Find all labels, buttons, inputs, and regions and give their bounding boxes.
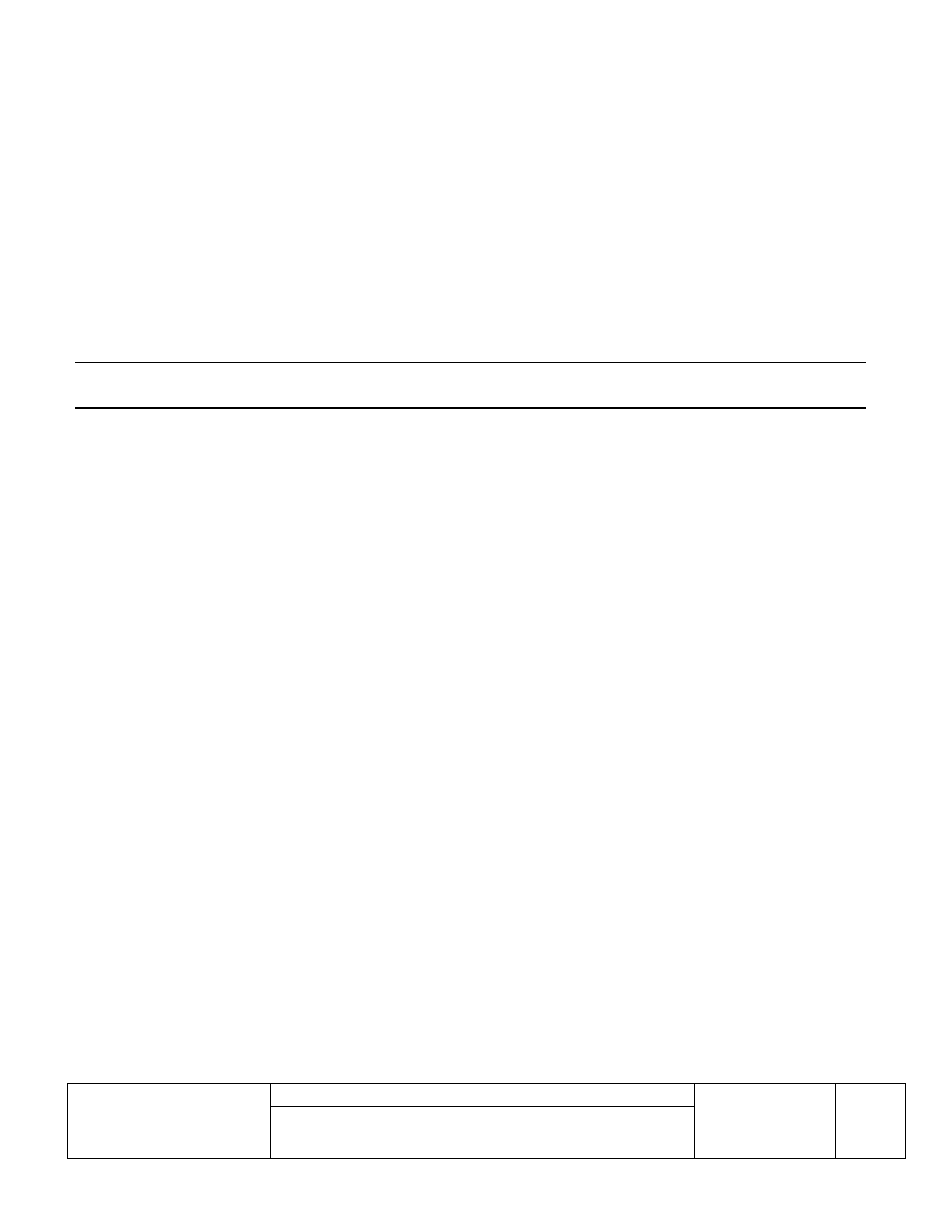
title-cell bbox=[270, 1084, 695, 1158]
standard-title bbox=[270, 1084, 694, 1107]
title-block bbox=[67, 1083, 906, 1159]
sae-logo-icon bbox=[68, 1084, 270, 1158]
table2-lengths bbox=[75, 362, 866, 409]
table2-header bbox=[75, 363, 866, 408]
table1-dimensions bbox=[124, 104, 847, 148]
table1-continued-dimensions bbox=[124, 233, 847, 277]
part-description bbox=[270, 1107, 694, 1112]
revision-cell bbox=[835, 1084, 905, 1158]
sae-logo-cell bbox=[68, 1084, 271, 1158]
document-number-cell bbox=[694, 1084, 836, 1158]
